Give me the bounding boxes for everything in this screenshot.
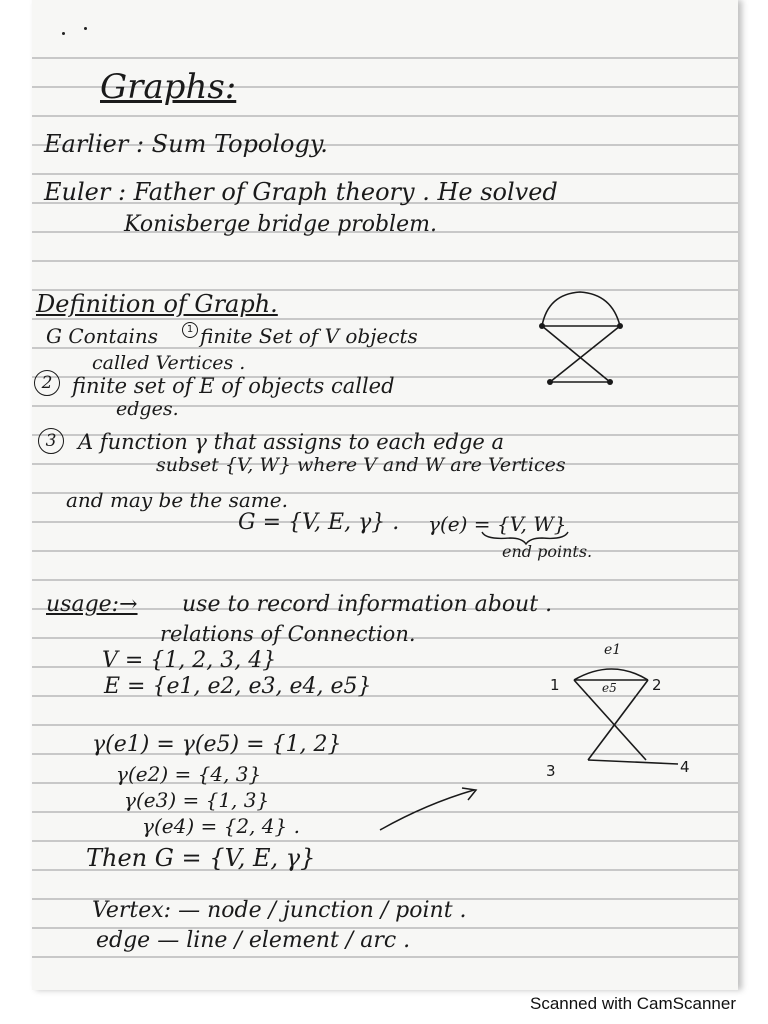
definition-item-2-cont: edges. [116,398,179,420]
loop-edge-e1 [574,669,648,680]
then-statement: Then G = {V, E, γ} [86,844,316,872]
euler-line-2: Konisberge bridge problem. [124,212,437,237]
edge-e2 [588,760,678,764]
vertex [539,323,545,329]
item-2-marker: 2 [34,370,60,396]
definition-item-1-rest: finite Set of V objects [200,324,418,348]
vertex [617,323,623,329]
page-dot [62,32,65,35]
usage-label: usage:→ [46,592,138,617]
gamma-formula: γ(e) = {V, W} [428,512,567,536]
endpoints-label: end points. [502,542,593,561]
item-3-marker: 3 [38,428,64,454]
vertex-label-3: 3 [546,762,556,780]
usage-line-2: relations of Connection. [160,622,416,646]
vertex [607,379,613,385]
vertex-synonyms: Vertex: — node / junction / point . [92,898,467,923]
definition-heading: Definition of Graph. [36,290,278,318]
page-title: Graphs: [100,67,237,107]
vertex-label-2: 2 [652,676,662,694]
euler-line-1: Euler : Father of Graph theory . He solved [44,178,558,206]
graph-diagram-example [532,636,702,786]
graph-formula: G = {V, E, γ} . [238,510,400,535]
cross-edge-a [542,326,610,382]
definition-item-2: finite set of E of objects called [72,374,395,398]
gamma-e1: γ(e1) = γ(e5) = {1, 2} [92,732,342,757]
definition-item-3-cont: subset {V, W} where V and W are Vertices [156,454,566,476]
item-1-marker: 1 [182,322,198,338]
graph-diagram-definition [532,288,642,388]
vertex-label-1: 1 [550,676,560,694]
definition-item-1-cont: called Vertices . [92,352,246,374]
edge-set: E = {e1, e2, e3, e4, e5} [104,674,372,699]
definition-item-3-cont2: and may be the same. [66,488,288,512]
earlier-line: Earlier : Sum Topology. [44,130,328,158]
cross-edge-b [550,326,620,382]
edge-e4 [588,680,648,760]
endpoints-brace [480,530,570,546]
loop-edge [542,292,620,326]
gamma-e4: γ(e4) = {2, 4} . [142,814,300,838]
vertex-set: V = {1, 2, 3, 4} [102,648,277,673]
vertex-label-4: 4 [680,758,690,776]
pointer-arrow [376,784,486,834]
gamma-e2: γ(e2) = {4, 3} [116,762,262,786]
gamma-e3: γ(e3) = {1, 3} [124,788,270,812]
edge-synonyms: edge — line / element / arc . [96,928,411,953]
usage-line-1: use to record information about . [182,592,553,617]
notebook-page [32,0,738,990]
vertex [547,379,553,385]
definition-item-3: A function γ that assigns to each edge a [78,430,505,454]
scanner-watermark: Scanned with CamScanner [529,994,736,1013]
definition-item-1: G Contains [46,324,159,348]
edge-label-e5: e5 [602,681,617,695]
edge-label-e1: e1 [604,642,622,658]
page-dot [84,27,87,30]
